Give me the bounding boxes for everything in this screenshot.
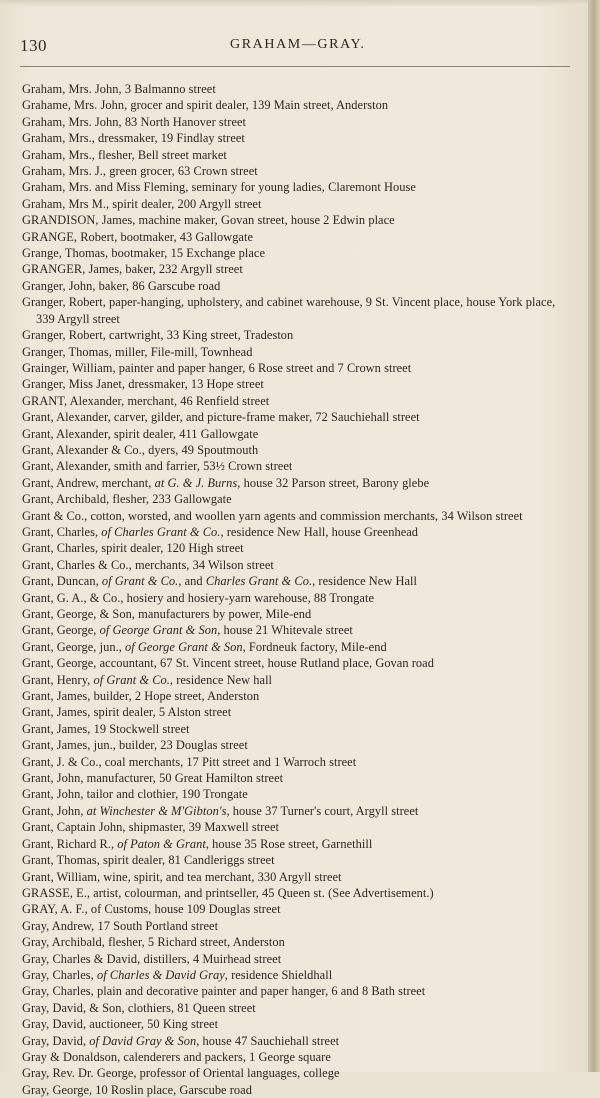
running-head: GRAHAM—GRAY. (230, 37, 366, 52)
entry-text: Grant, James, spirit dealer, 5 Alston street (22, 705, 232, 720)
directory-entry (22, 524, 570, 540)
directory-entry (22, 672, 570, 688)
entry-text: Grahame, Mrs. John, grocer and spirit dealer, 139 Main street, Anderston (22, 98, 389, 113)
entry-text: Grant, George, accountant, 67 St. Vincent street, house Rutland place, Govan road (22, 656, 434, 671)
entry-firm-italic: of Charles & David Gray (96, 967, 225, 982)
entry-text: Graham, Mrs. John, 3 Balmanno street (22, 82, 216, 96)
entry-text: Gray & Donaldson, calenderers and packers, 1 George square (22, 1049, 331, 1064)
directory-entry (22, 901, 570, 917)
entry-text: Grant, John, (22, 803, 87, 818)
directory-entry (22, 81, 570, 97)
directory-entry (22, 1016, 570, 1032)
entry-text: Grant, John, tailor and clothier, 190 Trongate (22, 787, 248, 802)
directory-entry (22, 737, 570, 753)
entry-text: Grant, Archibald, flesher, 233 Gallowgate (22, 492, 232, 507)
entry-text: Graham, Mrs., dressmaker, 19 Findlay street (22, 131, 245, 146)
entry-firm-italic: of Grant & Co. (93, 672, 170, 687)
entry-text: Grant, Henry, (22, 672, 94, 687)
entry-text: Graham, Mrs M., spirit dealer, 200 Argyll street (22, 196, 262, 211)
entry-text: Grant, Captain John, shipmaster, 39 Maxwell street (22, 820, 279, 835)
entry-text: Grant, Richard R., (22, 836, 118, 851)
directory-entry (22, 97, 570, 113)
entry-text: , house 35 Rose street, Garnethill (205, 836, 373, 851)
entry-text: Grant, Duncan, (22, 574, 102, 589)
directory-entry (22, 376, 570, 392)
entry-firm-italic: of Grant & Co. (101, 574, 179, 589)
directory-entry (22, 278, 570, 294)
directory-entry (22, 573, 570, 589)
directory-entry (22, 491, 570, 507)
entry-text: , Fordneuk factory, Mile-end (242, 639, 387, 654)
directory-entry (22, 852, 570, 868)
entry-text: Granger, Thomas, miller, File-mill, Townhead (22, 344, 253, 359)
entry-text: , residence New Hall, house Greenhead (220, 524, 419, 539)
directory-entry (22, 1082, 570, 1098)
entry-text: Gray, Charles & David, distillers, 4 Muirhead street (22, 951, 282, 966)
entry-text: Grant, Alexander, spirit dealer, 411 Gallowgate (22, 426, 259, 441)
directory-entry (22, 229, 570, 245)
directory-entry (22, 754, 570, 770)
entry-text: GRASSE, E., artist, colourman, and printseller, 45 Queen st. (See Advertisement.) (22, 885, 434, 900)
entry-text: , house 32 Parson street, Barony glebe (237, 475, 430, 490)
entry-firm-italic: at Winchester & M'Gibton's (86, 803, 227, 818)
entry-text: GRANGE, Robert, bootmaker, 43 Gallowgate (22, 229, 254, 244)
entry-text: Granger, Robert, paper-hanging, upholstery, and cabinet warehouse, 9 St. Vincent place, house York place, 339 Argyll street (22, 295, 556, 326)
entry-text: Graham, Mrs. John, 83 North Hanover street (22, 114, 247, 129)
entry-text: , residence New Hall (312, 574, 418, 589)
directory-entry (22, 967, 570, 983)
entry-text: Grant, George, & Son, manufacturers by power, Mile-end (22, 607, 312, 621)
directory-entry (22, 147, 570, 163)
entry-text: Grant, George, jun., (22, 639, 126, 654)
entry-text: Graham, Mrs. J., green grocer, 63 Crown street (22, 164, 258, 179)
directory-entry (22, 344, 570, 360)
entry-text: , house 37 Turner's court, Argyll street (226, 803, 419, 818)
directory-entry (22, 557, 570, 573)
entry-text: Granger, Robert, cartwright, 33 King street, Tradeston (22, 328, 294, 343)
entry-text: Grant, Andrew, merchant, (22, 475, 155, 490)
entry-text: Gray, David, & Son, clothiers, 81 Queen street (22, 1000, 256, 1015)
entry-text: , residence Shieldhall (224, 967, 333, 982)
entry-text: Gray, David, auctioneer, 50 King street (22, 1017, 219, 1032)
entry-text: Gray, Andrew, 17 South Portland street (22, 918, 219, 933)
entry-text: Gray, George, 10 Roslin place, Garscube road (22, 1082, 252, 1097)
entry-text: Granger, Miss Janet, dressmaker, 13 Hope street (22, 377, 264, 392)
directory-entry (22, 261, 570, 277)
directory-entry (22, 196, 570, 212)
entry-firm-italic: of George Grant & Son (99, 623, 218, 638)
entry-text: , house 47 Sauchiehall street (196, 1033, 340, 1048)
directory-entry (22, 688, 570, 704)
entry-text: Gray, Archibald, flesher, 5 Richard street, Anderston (22, 935, 285, 950)
directory-entry (22, 590, 570, 606)
entry-text: Grant, Alexander, carver, gilder, and picture-frame maker, 72 Sauchiehall street (22, 410, 420, 425)
page-number: 130 (20, 36, 47, 55)
directory-entry (22, 130, 570, 146)
entry-text: Grant, Alexander, smith and farrier, 53½ Crown street (22, 459, 293, 474)
entry-text: Grant, Charles & Co., merchants, 34 Wilson street (22, 557, 274, 572)
entry-text: Grant, George, (22, 623, 100, 638)
entry-text: , house 21 Whitevale street (217, 623, 353, 638)
directory-entry (22, 508, 570, 524)
directory-entry (22, 1000, 570, 1016)
directory-entry (22, 327, 570, 343)
entry-text: GRAY, A. F., of Customs, house 109 Douglas street (22, 902, 281, 917)
entry-text: Gray, Rev. Dr. George, professor of Oriental languages, college (22, 1066, 340, 1081)
directory-entry (22, 393, 570, 409)
entry-text: Grant, James, 19 Stockwell street (22, 721, 190, 736)
entry-text: GRANGER, James, baker, 232 Argyll street (22, 262, 243, 277)
entry-text: Grant, Charles, (22, 524, 102, 539)
entry-text: Graham, Mrs., flesher, Bell street market (22, 147, 227, 162)
directory-entry (22, 1049, 570, 1065)
directory-entry (22, 934, 570, 950)
entry-firm-italic: Charles Grant & Co. (205, 574, 313, 589)
directory-entry (22, 540, 570, 556)
entry-text: Gray, Charles, plain and decorative painter and paper hanger, 6 and 8 Bath street (22, 984, 426, 999)
directory-entry (22, 983, 570, 999)
directory-entry (22, 1065, 570, 1081)
directory-entry (22, 786, 570, 802)
entry-text: Grant, Charles, spirit dealer, 120 High street (22, 541, 244, 556)
directory-entry (22, 639, 570, 655)
directory-entry (22, 819, 570, 835)
entry-text: Grant, John, manufacturer, 50 Great Hamilton street (22, 771, 284, 786)
directory-entry (22, 803, 570, 819)
directory-entry (22, 885, 570, 901)
directory-entry (22, 294, 570, 327)
entry-text: , and (178, 574, 206, 589)
entry-text: Grant, G. A., & Co., hosiery and hosiery-yarn warehouse, 88 Trongate (22, 590, 374, 605)
entry-text: Grant, William, wine, spirit, and tea merchant, 330 Argyll street (22, 869, 342, 884)
directory-entry (22, 409, 570, 425)
directory-entry (22, 179, 570, 195)
entry-firm-italic: of Paton & Grant (117, 836, 206, 851)
entry-text: Grant, J. & Co., coal merchants, 17 Pitt street and 1 Warroch street (22, 754, 357, 769)
entry-text: Grainger, William, painter and paper hanger, 6 Rose street and 7 Crown street (22, 360, 412, 375)
directory-entry (22, 212, 570, 228)
entry-text: Graham, Mrs. and Miss Fleming, seminary for young ladies, Claremont House (22, 180, 416, 195)
directory-entry (22, 245, 570, 261)
header-rule (20, 66, 570, 67)
entry-text: GRANT, Alexander, merchant, 46 Renfield street (22, 393, 270, 408)
entry-text: Grant, Thomas, spirit dealer, 81 Candleriggs street (22, 853, 275, 868)
directory-entry (22, 442, 570, 458)
entry-text: GRANDISON, James, machine maker, Govan street, house 2 Edwin place (22, 213, 395, 228)
directory-entry (22, 655, 570, 671)
directory-entry (22, 606, 570, 622)
directory-entry (22, 704, 570, 720)
entry-text: Gray, Charles, (22, 967, 97, 982)
entry-firm-italic: of Charles Grant & Co. (101, 524, 221, 539)
entry-firm-italic: at G. & J. Burns (154, 475, 238, 490)
directory-entry (22, 869, 570, 885)
directory-entry (22, 622, 570, 638)
entry-text: Grant & Co., cotton, worsted, and woollen yarn agents and commission merchants, 34 Wilson street (22, 508, 523, 523)
top-edge (0, 0, 600, 6)
entry-text: Grange, Thomas, bootmaker, 15 Exchange place (22, 246, 266, 261)
entry-text: Gray, David, (22, 1033, 90, 1048)
entry-text: Granger, John, baker, 86 Garscube road (22, 278, 221, 293)
directory-entry (22, 1033, 570, 1049)
entry-firm-italic: of David Gray & Son (89, 1033, 197, 1048)
page-header (0, 36, 590, 58)
entry-text: Grant, James, jun., builder, 23 Douglas street (22, 738, 248, 753)
page-edge (588, 0, 600, 1072)
entry-text: , residence New hall (169, 672, 273, 687)
entry-firm-italic: of George Grant & Son (125, 639, 243, 654)
directory-entry (22, 360, 570, 376)
directory-entry (22, 475, 570, 491)
directory-entry (22, 163, 570, 179)
directory-entry (22, 426, 570, 442)
entry-text: Grant, Alexander & Co., dyers, 49 Spoutmouth (22, 442, 259, 457)
directory-entry (22, 721, 570, 737)
directory-entry (22, 458, 570, 474)
directory-entries (22, 81, 570, 1098)
directory-entry (22, 918, 570, 934)
entry-text: Grant, James, builder, 2 Hope street, Anderston (22, 689, 260, 704)
directory-entry (22, 770, 570, 786)
directory-entry (22, 836, 570, 852)
directory-entry (22, 114, 570, 130)
directory-entry (22, 951, 570, 967)
